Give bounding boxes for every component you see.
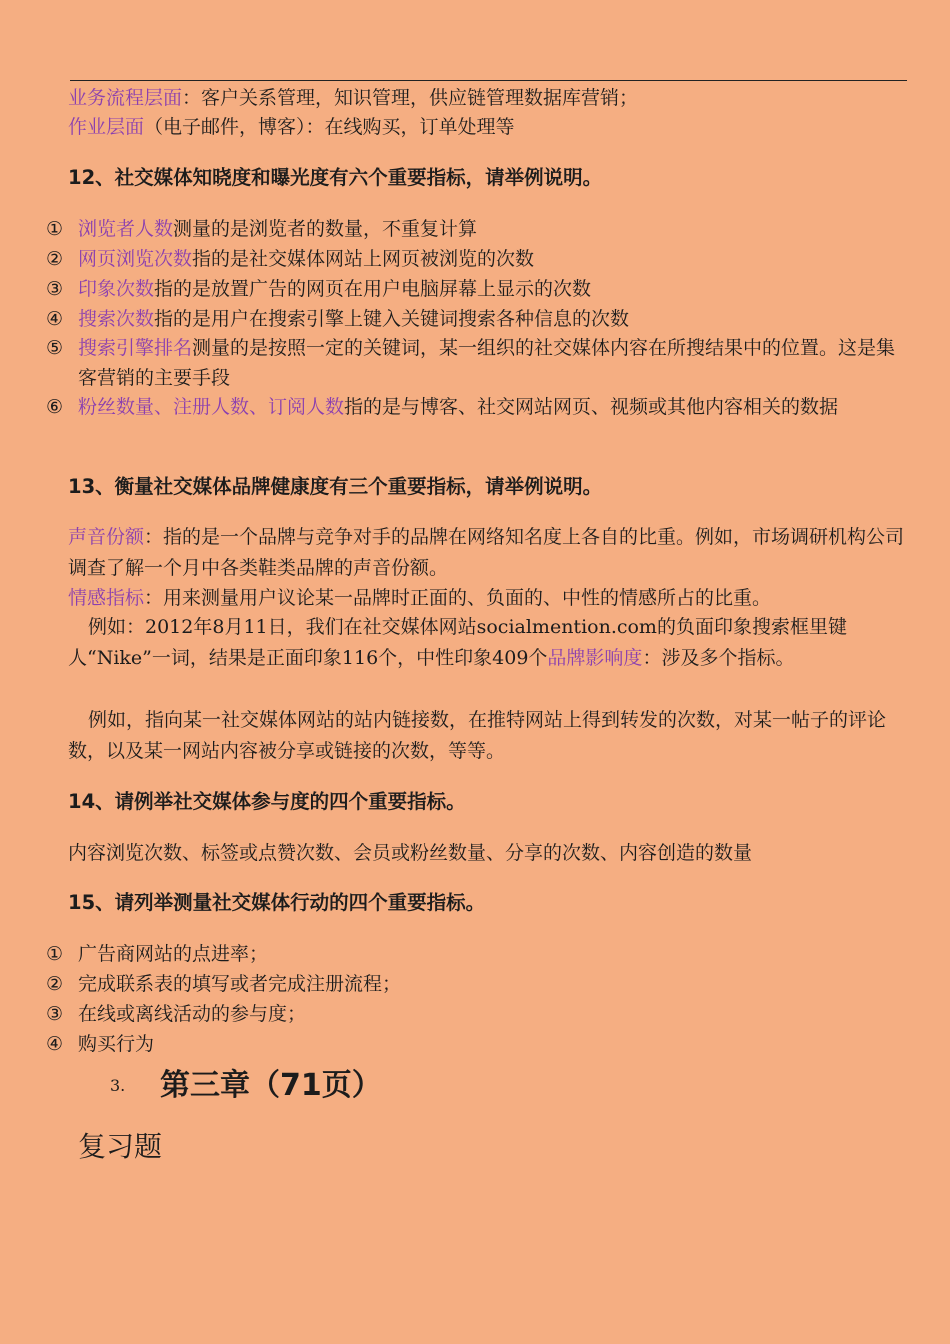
question-15-heading: 15、请列举测量社交媒体行动的四个重要指标。 xyxy=(68,891,486,914)
list-item xyxy=(46,1029,906,1059)
term: 业务流程层面 xyxy=(68,87,183,109)
term: 品牌影响度 xyxy=(547,647,643,669)
question-14-answer: 内容浏览次数、标签或点赞次数、会员或粉丝数量、分享的次数、内容创造的数量 xyxy=(68,842,753,864)
header-rule xyxy=(70,80,907,81)
question-13-heading: 13、衡量社交媒体品牌健康度有三个重要指标，请举例说明。 xyxy=(68,475,603,498)
review-heading: 复习题 xyxy=(78,1130,163,1163)
list-item xyxy=(46,392,906,422)
list-item xyxy=(46,969,906,999)
list-number: ③ xyxy=(46,278,64,300)
chapter-title: 第三章（71页） xyxy=(160,1068,382,1103)
list-item xyxy=(46,214,906,244)
list-number: ⑤ xyxy=(46,337,64,359)
sentiment-paragraph xyxy=(68,583,908,614)
list-number: ① xyxy=(46,943,64,965)
item-text: 测量的是浏览者的数量，不重复计算 xyxy=(173,218,478,240)
item-text: 在线或离线活动的参与度； xyxy=(78,1003,307,1025)
list-item xyxy=(46,939,906,969)
list-item xyxy=(46,274,906,304)
term: 声音份额 xyxy=(68,526,145,548)
list-item xyxy=(46,333,906,393)
term: 网页浏览次数 xyxy=(78,248,193,270)
nike-example-paragraph xyxy=(68,612,908,674)
chapter-number: 3. xyxy=(110,1076,126,1095)
item-text: 指的是用户在搜索引擎上键入关键词搜索各种信息的次数 xyxy=(154,308,630,330)
list-number: ③ xyxy=(46,1003,64,1025)
item-text: 完成联系表的填写或者完成注册流程； xyxy=(78,973,402,995)
list-number: ④ xyxy=(46,1033,64,1055)
paragraph-text: ：用来测量用户议论某一品牌时正面的、负面的、中性的情感所占的比重。 xyxy=(144,587,772,609)
term: 粉丝数量、注册人数、订阅人数 xyxy=(78,396,345,418)
list-item xyxy=(46,244,906,274)
question-12-heading: 12、社交媒体知晓度和曝光度有六个重要指标，请举例说明。 xyxy=(68,166,603,189)
term: 作业层面 xyxy=(68,116,145,138)
list-number: ① xyxy=(46,218,64,240)
operation-line xyxy=(68,115,515,139)
term: 浏览者人数 xyxy=(78,218,174,240)
paragraph-text: 例如：2012年8月11日，我们在社交媒体网站socialmention.com的负面印象搜索框里键人“Nike”一词，结果是正面印象116个，中性印象409个 xyxy=(68,616,847,669)
list-number: ② xyxy=(46,248,64,270)
item-text: 指的是与博客、社交网站网页、视频或其他内容相关的数据 xyxy=(344,396,839,418)
list-number: ② xyxy=(46,973,64,995)
term: 情感指标 xyxy=(68,587,145,609)
question-14-heading: 14、请例举社交媒体参与度的四个重要指标。 xyxy=(68,790,466,813)
line-text: ：客户关系管理，知识管理，供应链管理数据库营销； xyxy=(182,87,639,109)
influence-example-paragraph: 例如，指向某一社交媒体网站的站内链接数，在推特网站上得到转发的次数，对某一帖子的评论数，以及某一网站内容被分享或链接的次数，等等。 xyxy=(68,709,887,762)
list-item xyxy=(46,999,906,1029)
paragraph-text: ：指的是一个品牌与竞争对手的品牌在网络知名度上各自的比重。例如，市场调研机构公司调查了解一个月中各类鞋类品牌的声音份额。 xyxy=(68,526,905,579)
term: 搜索引擎排名 xyxy=(78,337,193,359)
item-text: 指的是社交媒体网站上网页被浏览的次数 xyxy=(192,248,535,270)
term: 搜索次数 xyxy=(78,308,155,330)
list-item xyxy=(46,304,906,334)
business-process-line xyxy=(68,86,638,110)
paragraph-text: ：涉及多个指标。 xyxy=(642,647,795,669)
item-text: 购买行为 xyxy=(78,1033,155,1055)
share-of-voice-paragraph xyxy=(68,522,908,584)
list-number: ④ xyxy=(46,308,64,330)
item-text: 广告商网站的点进率； xyxy=(78,943,269,965)
list-number: ⑥ xyxy=(46,396,64,418)
term: 印象次数 xyxy=(78,278,155,300)
item-text: 测量的是按照一定的关键词，某一组织的社交媒体内容在所搜结果中的位置。这是集客营销的主要手段 xyxy=(78,337,896,389)
item-text: 指的是放置广告的网页在用户电脑屏幕上显示的次数 xyxy=(154,278,592,300)
line-text: （电子邮件，博客）：在线购买，订单处理等 xyxy=(144,116,515,138)
